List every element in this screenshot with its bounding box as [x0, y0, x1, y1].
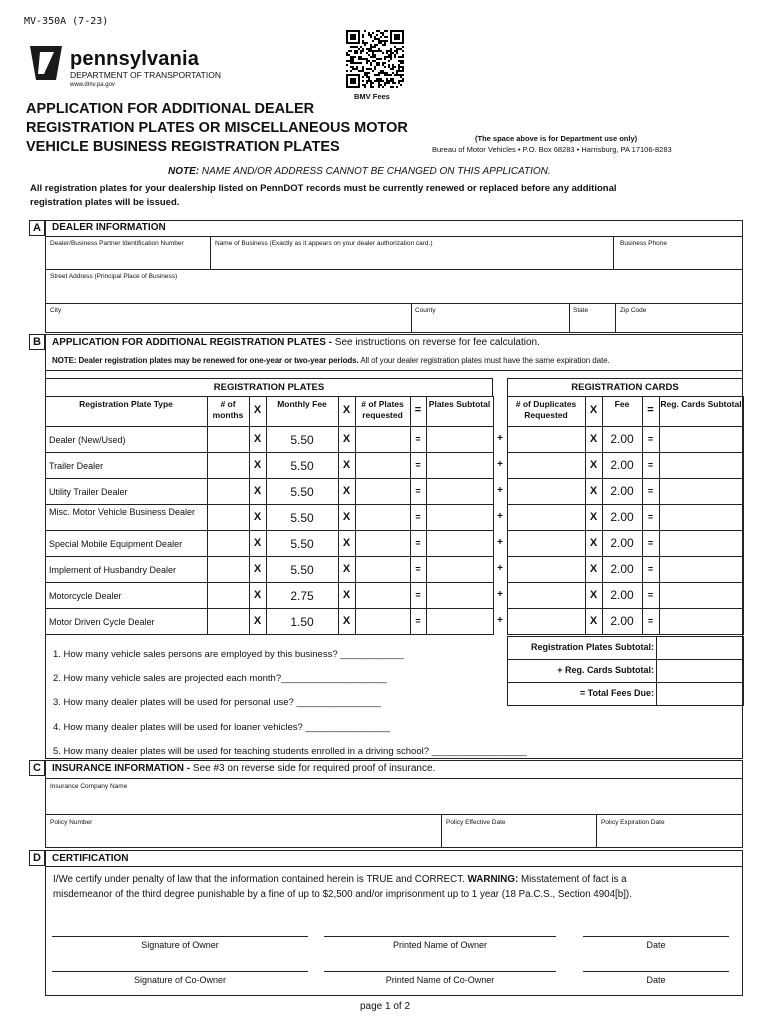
- title-line-2: REGISTRATION PLATES OR MISCELLANEOUS MOTOR: [26, 120, 408, 136]
- card-fee-value: 2.00: [610, 510, 634, 524]
- qr-code: [346, 30, 404, 88]
- zip-field[interactable]: Zip Code: [620, 307, 647, 314]
- times-symbol: X: [253, 615, 262, 627]
- equals-symbol: =: [647, 564, 654, 574]
- monthly-fee-value: 2.75: [290, 589, 314, 603]
- section-c-title: INSURANCE INFORMATION - See #3 on reverse side for required proof of insurance.: [52, 763, 436, 774]
- times-symbol: X: [342, 433, 351, 445]
- duplicates-input[interactable]: [507, 530, 586, 557]
- plates-subtotal-input[interactable]: [426, 608, 494, 635]
- card-header-equals-symbol: =: [647, 404, 654, 416]
- plates-subtotal-input[interactable]: [426, 530, 494, 557]
- logo-url: www.dmv.pa.gov: [70, 82, 115, 88]
- monthly-fee-value: 5.50: [290, 563, 314, 577]
- section-b-note: NOTE: Dealer registration plates may be renewed for one-year or two-year periods. All of your dealer registration plates must have the same expiration date.: [52, 356, 610, 365]
- plates-requested-input[interactable]: [355, 452, 411, 479]
- card-header-times-symbol: X: [589, 404, 598, 416]
- months-input[interactable]: [207, 478, 250, 505]
- monthly-fee-value: 5.50: [290, 459, 314, 473]
- duplicates-input[interactable]: [507, 608, 586, 635]
- times-symbol: X: [589, 511, 598, 523]
- equals-symbol: =: [415, 538, 421, 548]
- plate-type-label: Special Mobile Equipment Dealer: [49, 539, 183, 549]
- col-fee: Fee: [614, 399, 630, 409]
- equals-symbol: =: [415, 616, 421, 626]
- signature-owner-label: Signature of Owner: [141, 940, 219, 950]
- card-fee-value: 2.00: [610, 614, 634, 628]
- duplicates-input[interactable]: [507, 504, 586, 531]
- times-symbol: X: [589, 433, 598, 445]
- cards-subtotal-total[interactable]: [656, 659, 744, 683]
- card-fee-value: 2.00: [610, 588, 634, 602]
- bureau-address: Bureau of Motor Vehicles • P.O. Box 68283 • Harrisburg, PA 17106-8283: [432, 145, 672, 154]
- months-input[interactable]: [207, 426, 250, 453]
- plate-type-label: Motorcycle Dealer: [49, 591, 122, 601]
- months-input[interactable]: [207, 582, 250, 609]
- plates-requested-input[interactable]: [355, 582, 411, 609]
- months-input[interactable]: [207, 608, 250, 635]
- plates-requested-input[interactable]: [355, 504, 411, 531]
- plates-subtotal-input[interactable]: [426, 478, 494, 505]
- equals-symbol: =: [647, 434, 654, 444]
- cards-header: REGISTRATION CARDS: [571, 382, 679, 393]
- plate-type-label: Dealer (New/Used): [49, 435, 126, 445]
- card-fee-value: 2.00: [610, 432, 634, 446]
- coowner-printed-name-line[interactable]: [324, 971, 556, 972]
- question-2[interactable]: 2. How many vehicle sales are projected each month?____________________: [53, 673, 387, 685]
- times-symbol: X: [342, 589, 351, 601]
- section-b-title: APPLICATION FOR ADDITIONAL REGISTRATION PLATES - See instructions on reverse for fee calculation.: [52, 337, 540, 348]
- card-fee-value: 2.00: [610, 458, 634, 472]
- monthly-fee-value: 5.50: [290, 433, 314, 447]
- plus-symbol: +: [497, 485, 503, 496]
- equals-symbol: =: [415, 486, 421, 496]
- plates-header: REGISTRATION PLATES: [213, 382, 325, 393]
- plus-symbol: +: [497, 563, 503, 574]
- date-line-1[interactable]: [583, 936, 729, 937]
- date-line-2[interactable]: [583, 971, 729, 972]
- times-symbol: X: [342, 511, 351, 523]
- policy-effective-date-field[interactable]: Policy Effective Date: [446, 819, 506, 826]
- times-symbol: X: [589, 485, 598, 497]
- policy-expiration-date-field[interactable]: Policy Expiration Date: [601, 819, 665, 826]
- duplicates-input[interactable]: [507, 582, 586, 609]
- form-code: MV-350A (7-23): [24, 16, 109, 27]
- section-b-letter: B: [29, 334, 45, 350]
- name-change-note: NOTE: NAME AND/OR ADDRESS CANNOT BE CHANGED ON THIS APPLICATION.: [168, 166, 551, 177]
- col-plates_subtotal: Plates Subtotal: [428, 399, 491, 409]
- times-symbol: X: [253, 563, 262, 575]
- equals-symbol: =: [647, 486, 654, 496]
- monthly-fee-value: 5.50: [290, 485, 314, 499]
- title-line-3: VEHICLE BUSINESS REGISTRATION PLATES: [26, 139, 340, 155]
- cards-subtotal-input[interactable]: [659, 452, 744, 479]
- signature-coowner-label: Signature of Co-Owner: [133, 975, 227, 985]
- times-symbol: X: [342, 537, 351, 549]
- times-symbol: X: [342, 615, 351, 627]
- certification-text: I/We certify under penalty of law that the information contained herein is TRUE and CORRECT. WARNING: Misstatement of fact is a misdemeanor of the third degree punishable by a fine of up to $2,500 and/or imprisonment up to 1 year (18 Pa.C.S., Section 4904[b]).: [53, 874, 632, 900]
- times-symbol: X: [253, 485, 262, 497]
- printed-owner-label: Printed Name of Owner: [392, 940, 488, 950]
- equals-symbol: =: [415, 564, 421, 574]
- cards-subtotal-input[interactable]: [659, 478, 744, 505]
- duplicates-input[interactable]: [507, 452, 586, 479]
- col-months: # of months: [212, 399, 244, 420]
- question-5[interactable]: 5. How many dealer plates will be used for teaching students enrolled in a driving school? __________________: [53, 745, 527, 757]
- coowner-signature-line[interactable]: [52, 971, 308, 972]
- plus-symbol: +: [497, 459, 503, 470]
- date-label-1: Date: [646, 940, 666, 950]
- section-a-letter: A: [29, 220, 45, 236]
- times-symbol: X: [253, 511, 262, 523]
- cards-subtotal-input[interactable]: [659, 530, 744, 557]
- equals-symbol: =: [647, 616, 654, 626]
- times-symbol: X: [342, 459, 351, 471]
- question-1[interactable]: 1. How many vehicle sales persons are employed by this business? ____________: [53, 649, 404, 660]
- page-number: page 1 of 2: [359, 1001, 411, 1012]
- times-symbol: X: [253, 589, 262, 601]
- section-d-title: CERTIFICATION: [52, 853, 129, 864]
- months-input[interactable]: [207, 530, 250, 557]
- insurance-company-field[interactable]: Insurance Company Name: [50, 783, 128, 790]
- county-field[interactable]: County: [415, 307, 436, 314]
- printed-coowner-label: Printed Name of Co-Owner: [385, 975, 495, 985]
- plus-symbol: +: [497, 537, 503, 548]
- duplicates-input[interactable]: [507, 478, 586, 505]
- equals-symbol: =: [647, 512, 654, 522]
- state-field[interactable]: State: [573, 307, 589, 314]
- plate-type-label: Trailer Dealer: [49, 461, 104, 471]
- times-symbol: X: [589, 459, 598, 471]
- months-input[interactable]: [207, 556, 250, 583]
- section-a-title: DEALER INFORMATION: [52, 222, 166, 233]
- question-4[interactable]: 4. How many dealer plates will be used for loaner vehicles? ________________: [53, 721, 390, 733]
- cards-subtotal-input[interactable]: [659, 582, 744, 609]
- intro-text: All registration plates for your dealership listed on PennDOT records must be currently renewed or replaced before any additional registration plates will be issued.: [30, 183, 617, 208]
- monthly-fee-value: 5.50: [290, 537, 314, 551]
- times-symbol: X: [589, 537, 598, 549]
- business-phone-field[interactable]: Business Phone: [620, 240, 667, 247]
- monthly-fee-value: 5.50: [290, 511, 314, 525]
- plate-type-label: Implement of Husbandry Dealer: [49, 565, 177, 575]
- times-symbol: X: [253, 459, 262, 471]
- question-3[interactable]: 3. How many dealer plates will be used for personal use? ________________: [53, 697, 381, 709]
- title-line-1: APPLICATION FOR ADDITIONAL DEALER: [26, 101, 315, 117]
- times-symbol: X: [589, 563, 598, 575]
- equals-symbol: =: [647, 538, 654, 548]
- plates-requested-input[interactable]: [355, 426, 411, 453]
- equals-symbol: =: [647, 590, 654, 600]
- plates-requested-input[interactable]: [355, 478, 411, 505]
- times-symbol: X: [342, 563, 351, 575]
- plates-subtotal-input[interactable]: [426, 426, 494, 453]
- city-field[interactable]: City: [50, 307, 62, 314]
- keystone-icon: [26, 44, 66, 82]
- times-symbol: X: [253, 537, 262, 549]
- cards-subtotal-input[interactable]: [659, 556, 744, 583]
- plates-subtotal-input[interactable]: [426, 556, 494, 583]
- duplicates-input[interactable]: [507, 426, 586, 453]
- questions-list: [53, 643, 527, 764]
- header-times-symbol: X: [253, 404, 262, 416]
- dealer-id-field[interactable]: Dealer/Business Partner Identification Number: [50, 240, 184, 247]
- cards-subtotal-label: + Reg. Cards Subtotal:: [557, 665, 654, 675]
- plus-symbol: +: [497, 589, 503, 600]
- plates-requested-input[interactable]: [355, 608, 411, 635]
- times-symbol: X: [589, 615, 598, 627]
- street-address-field[interactable]: Street Address (Principal Place of Business): [50, 273, 178, 280]
- equals-symbol: =: [415, 590, 421, 600]
- times-symbol: X: [253, 433, 262, 445]
- date-label-2: Date: [646, 975, 666, 985]
- owner-printed-name-line[interactable]: [324, 936, 556, 937]
- col-cards_subtotal: Reg. Cards Subtotal: [660, 399, 742, 409]
- times-symbol: X: [342, 485, 351, 497]
- owner-signature-line[interactable]: [52, 936, 308, 937]
- dept-use-note: (The space above is for Department use only): [475, 134, 638, 143]
- plates-subtotal-total[interactable]: [656, 636, 744, 660]
- logo-dept: DEPARTMENT OF TRANSPORTATION: [70, 70, 221, 80]
- col-type: Registration Plate Type: [79, 399, 173, 409]
- card-fee-value: 2.00: [610, 536, 634, 550]
- total-fees-label: = Total Fees Due:: [579, 688, 654, 698]
- equals-symbol: =: [415, 460, 421, 470]
- cards-subtotal-input[interactable]: [659, 504, 744, 531]
- logo-state: pennsylvania: [70, 48, 200, 70]
- equals-symbol: =: [415, 434, 421, 444]
- duplicates-input[interactable]: [507, 556, 586, 583]
- plate-type-label: Motor Driven Cycle Dealer: [49, 617, 155, 627]
- header-equals-symbol: =: [414, 404, 422, 416]
- total-fees-due[interactable]: [656, 682, 744, 706]
- card-fee-value: 2.00: [610, 484, 634, 498]
- plus-symbol: +: [497, 433, 503, 444]
- plates-subtotal-input[interactable]: [426, 452, 494, 479]
- plates-subtotal-input[interactable]: [426, 504, 494, 531]
- times-symbol: X: [589, 589, 598, 601]
- cards-subtotal-input[interactable]: [659, 426, 744, 453]
- plus-symbol: +: [497, 511, 503, 522]
- col-plates_requested: # of Plates requested: [361, 399, 404, 420]
- penndot-logo: [26, 44, 66, 82]
- section-c-letter: C: [29, 760, 45, 776]
- plates-requested-input[interactable]: [355, 556, 411, 583]
- header-times-symbol: X: [342, 404, 351, 416]
- plate-type-label: Misc. Motor Vehicle Business Dealer: [49, 507, 196, 517]
- monthly-fee-value: 1.50: [290, 615, 314, 629]
- col-duplicates: # of Duplicates Requested: [515, 399, 577, 420]
- card-fee-value: 2.00: [610, 562, 634, 576]
- equals-symbol: =: [647, 460, 654, 470]
- business-name-field[interactable]: Name of Business (Exactly as it appears on your dealer authorization card.): [215, 240, 433, 247]
- policy-number-field[interactable]: Policy Number: [50, 819, 93, 826]
- col-monthly_fee: Monthly Fee: [277, 399, 327, 409]
- section-d-letter: D: [29, 850, 45, 866]
- months-input[interactable]: [207, 504, 250, 531]
- plates-requested-input[interactable]: [355, 530, 411, 557]
- equals-symbol: =: [415, 512, 421, 522]
- plates-subtotal-input[interactable]: [426, 582, 494, 609]
- plates-subtotal-label: Registration Plates Subtotal:: [530, 642, 654, 652]
- form-title: [26, 100, 408, 157]
- plus-symbol: +: [497, 615, 503, 626]
- months-input[interactable]: [207, 452, 250, 479]
- plate-type-label: Utility Trailer Dealer: [49, 487, 128, 497]
- cards-subtotal-input[interactable]: [659, 608, 744, 635]
- bmv-fees-label: BMV Fees: [354, 92, 390, 101]
